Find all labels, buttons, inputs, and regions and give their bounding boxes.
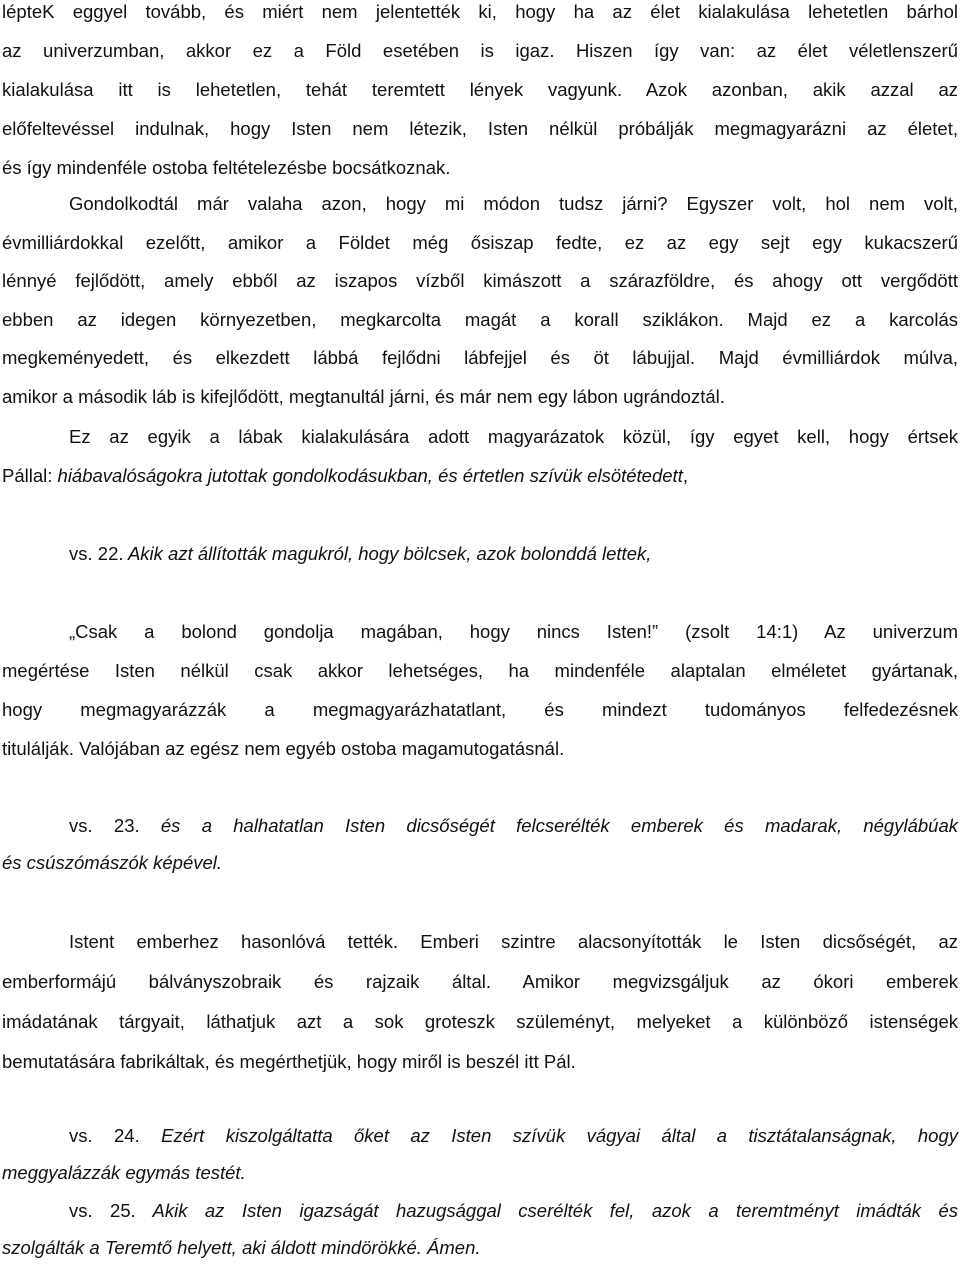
- text-line: [2, 808, 958, 845]
- text-line: bemutatására fabrikáltak, és megérthetjük, hogy miről is beszél itt Pál.: [2, 1051, 576, 1072]
- verse-text: meggyalázzák egymás testét.: [2, 1161, 246, 1183]
- text-line: [2, 535, 958, 574]
- text-line: [2, 457, 958, 496]
- text-line: Gondolkodtál már valaha azon, hogy mi módon tudsz járni? Egyszer volt, hol nem volt,: [69, 193, 958, 214]
- text-line: [2, 1155, 958, 1192]
- text-line: Istent emberhez hasonlóvá tették. Emberi szintre alacsonyították le Isten dicsőségét, az: [69, 931, 958, 952]
- paragraph-paul-quote: [2, 418, 958, 495]
- verse-ref: vs. 23.: [69, 815, 140, 836]
- text-line: évmilliárdokkal ezelőtt, amikor a Földet még ősiszap fedte, ez az egy sejt egy kukacszerű: [2, 231, 958, 253]
- text-line: megértése Isten nélkül csak akkor lehetséges, ha mindenféle alaptalan elméletet gyártanak,: [2, 660, 958, 681]
- text-line: hogy megmagyarázzák a megmagyarázhatatlant, és mindezt tudományos felfedezésnek: [2, 699, 958, 720]
- paragraph-intro: [2, 0, 958, 187]
- psalm-quote: „Csak a bolond gondolja magában, hogy nincs Isten!”: [69, 621, 659, 642]
- text-line: emberformájú bálványszobraik és rajzaik által. Amikor megvizsgáljuk az ókori emberek: [2, 971, 958, 992]
- verse-ref: vs. 25.: [69, 1200, 136, 1221]
- text-line: [2, 1193, 958, 1230]
- verse-text: Akik azt állították magukról, hogy bölcsek, azok bolonddá lettek,: [123, 543, 652, 564]
- text-line: kialakulása itt is lehetetlen, tehát teremtett lények vagyunk. Azok azonban, akik azzal az: [2, 79, 958, 100]
- text-line: titulálják. Valójában az egész nem egyéb ostoba magamutogatásnál.: [2, 738, 565, 759]
- verse-text: és a halhatatlan Isten dicsőségét felcserélték emberek és madarak, négylábúak: [139, 815, 958, 836]
- text-line: amikor a második láb is kifejlődött, megtanultál járni, és már nem egy lábon ugrándoztál.: [2, 385, 725, 407]
- verse-text: és csúszómászók képével.: [2, 851, 223, 873]
- verse-22: [2, 535, 958, 574]
- text-line: lépteK eggyel tovább, és miért nem jelentették ki, hogy ha az élet kialakulása lehetetlen bárhol: [2, 1, 958, 22]
- quote-segment: hiábavalóságokra jutottak gondolkodásukban, és értetlen szívük elsötétedett: [57, 464, 683, 486]
- verse-25: [2, 1193, 958, 1267]
- text-segment: (zsolt 14:1) Az univerzum: [658, 621, 958, 642]
- verse-ref: vs. 24.: [69, 1125, 140, 1146]
- verse-text: szolgálták a Teremtő helyett, aki áldott mindörökké. Ámen.: [2, 1236, 481, 1258]
- text-line: ebben az idegen környezetben, megkarcolta magát a korall sziklákon. Majd ez a karcolás: [2, 308, 958, 330]
- text-line: lénnyé fejlődött, amely ebből az iszapos vízből kimászott a szárazföldre, és ahogy ott vergődött: [2, 270, 958, 292]
- text-line: [2, 612, 958, 651]
- text-line: [2, 1118, 958, 1155]
- paragraph-idols: [2, 922, 958, 1082]
- text-line: és így mindenféle ostoba feltételezésbe bocsátkoznak.: [2, 157, 451, 178]
- text-line: imádatának tárgyait, láthatjuk azt a sok groteszk szüleményt, melyeket a különböző istenségek: [2, 1011, 958, 1032]
- paragraph-walking: [2, 185, 958, 417]
- text-line: Ez az egyik a lábak kialakulására adott magyarázatok közül, így egyet kell, hogy értsek: [69, 426, 958, 447]
- paragraph-fool: [2, 612, 958, 768]
- text-line: [2, 1230, 958, 1267]
- text-line: előfeltevéssel indulnak, hogy Isten nem létezik, Isten nélkül próbálják megmagyarázni az életet,: [2, 118, 958, 139]
- verse-23: [2, 808, 958, 882]
- text-line: az univerzumban, akkor ez a Föld esetében is igaz. Hiszen így van: az élet véletlenszerű: [2, 40, 958, 61]
- verse-text: Akik az Isten igazságát hazugsággal cserélték fel, azok a teremtményt imádták és: [135, 1200, 958, 1221]
- text-segment: Pállal:: [2, 464, 58, 486]
- text-line: megkeményedett, és elkezdett lábbá fejlődni lábfejjel és öt lábujjal. Majd évmilliárdok múlva,: [2, 347, 958, 369]
- text-segment: ,: [682, 464, 688, 486]
- verse-24: [2, 1118, 958, 1192]
- verse-text: Ezért kiszolgáltatta őket az Isten szívük vágyai által a tisztátalanságnak, hogy: [139, 1125, 958, 1146]
- verse-ref: vs. 22.: [69, 543, 124, 564]
- text-line: [2, 845, 958, 882]
